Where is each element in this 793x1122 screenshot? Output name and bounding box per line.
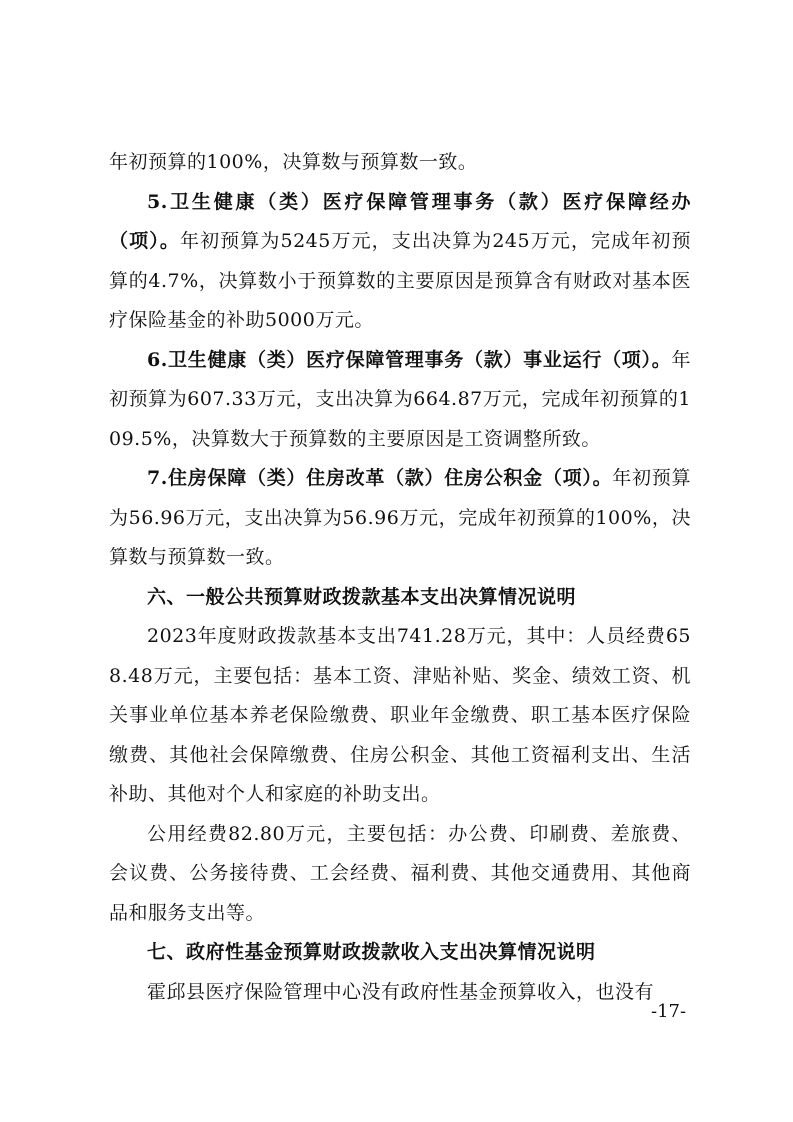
section-6-heading: 六、一般公共预算财政拨款基本支出决算情况说明 <box>147 585 577 608</box>
item-6-text: 年初预算为607.33万元，支出决算为664.87万元，完成年初预算的109.5%，决算数大于预算数的主要原因是工资调整所致。 <box>109 348 691 450</box>
section-6-paragraph-2: 公用经费82.80万元，主要包括：办公费、印刷费、差旅费、会议费、公务接待费、工会经费、福利费、其他交通费用、其他商品和服务支出等。 <box>109 822 691 924</box>
paragraph-text: 年初预算的100%，决算数与预算数一致。 <box>109 151 478 173</box>
paragraph-item-6 <box>109 341 691 460</box>
item-5-text: 年初预算为5245万元，支出决算为245万元，完成年初预算的4.7%，决算数小于预算数的主要原因是预算含有财政对基本医疗保险基金的补助5000万元。 <box>109 230 691 331</box>
item-7-text: 年初预算为56.96万元，支出决算为56.96万元，完成年初预算的100%，决算数与预算数一致。 <box>109 467 691 568</box>
item-5-title: 5.卫生健康（类）医疗保障管理事务（款）医疗保障经办（项）。 <box>109 190 691 252</box>
page-content <box>109 143 691 1012</box>
paragraph-item-5 <box>109 183 691 341</box>
paragraph-item-7 <box>109 459 691 578</box>
item-6-title: 6.卫生健康（类）医疗保障管理事务（款）事业运行（项）。 <box>147 348 672 371</box>
page-number: -17- <box>651 1001 687 1022</box>
section-7-heading: 七、政府性基金预算财政拨款收入支出决算情况说明 <box>147 941 596 963</box>
section-6-paragraph-1: 2023年度财政拨款基本支出741.28万元，其中：人员经费658.48万元，主要包括：基本工资、津贴补贴、奖金、绩效工资、机关事业单位基本养老保险缴费、职业年金缴费、职工基本医疗保险缴费、其他社会保障缴费、住房公积金、其他工资福利支出、生活补助、其他对个人和家庭的补助支出。 <box>109 625 691 805</box>
item-7-title: 7.住房保障（类）住房改革（款）住房公积金（项）。 <box>147 467 613 489</box>
paragraph-continuation <box>109 143 691 183</box>
section-7-paragraph-1: 霍邱县医疗保险管理中心没有政府性基金预算收入，也没有 <box>147 980 655 1003</box>
